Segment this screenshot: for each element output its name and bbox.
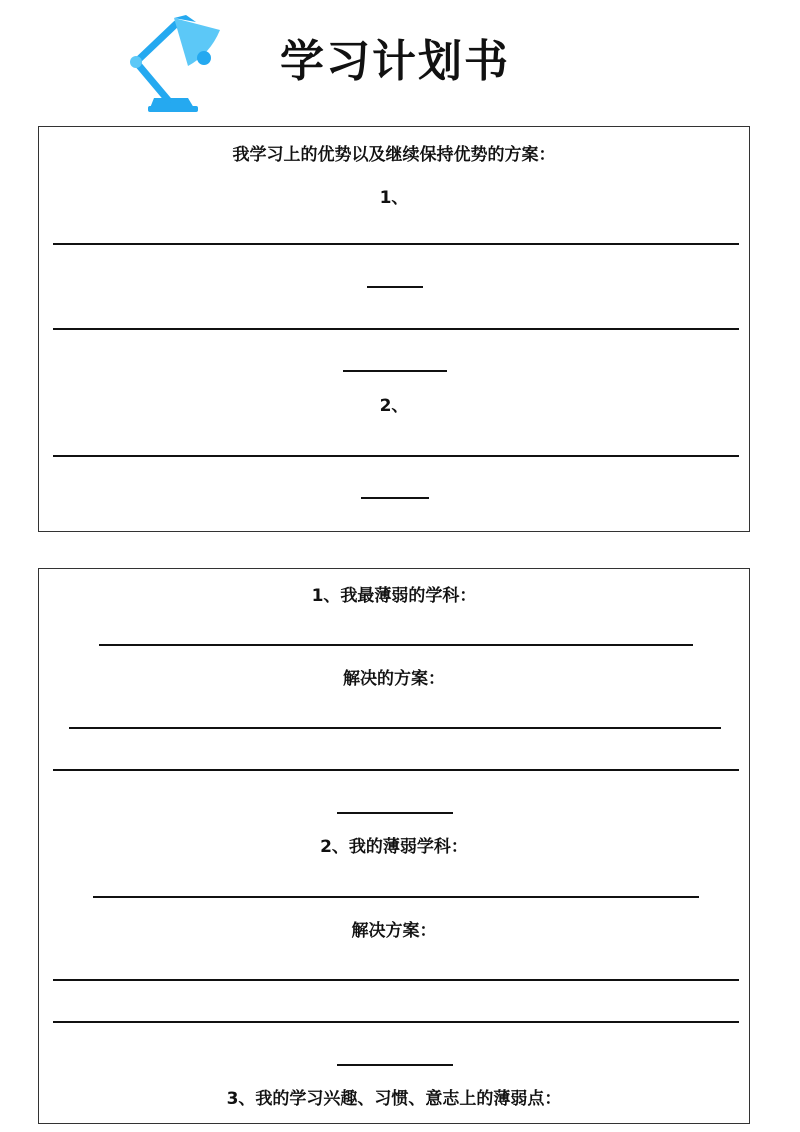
strength-item-1-label: 1、 (379, 188, 409, 208)
page-title: 学习计划书 (280, 36, 510, 87)
answer-line (337, 1064, 453, 1066)
weak-subject-2-label: 2、我的薄弱学科： (320, 837, 468, 857)
answer-line (69, 727, 721, 729)
answer-line (53, 243, 739, 245)
strengths-heading: 我学习上的优势以及继续保持优势的方案： (232, 145, 556, 165)
answer-line (361, 497, 429, 499)
weakness-3-label: 3、我的学习兴趣、习惯、意志上的薄弱点： (226, 1089, 562, 1109)
answer-line (99, 644, 693, 646)
answer-line (343, 370, 447, 372)
answer-line (53, 455, 739, 457)
strength-item-2-label: 2、 (379, 396, 409, 416)
strengths-section (38, 126, 750, 532)
solution-2-label: 解决方案： (351, 921, 437, 941)
weak-subject-1-label: 1、我最薄弱的学科： (311, 586, 477, 606)
answer-line (53, 979, 739, 981)
answer-line (93, 896, 699, 898)
solution-1-label: 解决的方案： (343, 669, 445, 689)
answer-line (337, 812, 453, 814)
desk-lamp-icon (124, 12, 228, 116)
page-header (0, 0, 800, 120)
answer-line (53, 328, 739, 330)
answer-line (367, 286, 423, 288)
answer-line (53, 769, 739, 771)
weaknesses-section (38, 568, 750, 1124)
answer-line (53, 1021, 739, 1023)
